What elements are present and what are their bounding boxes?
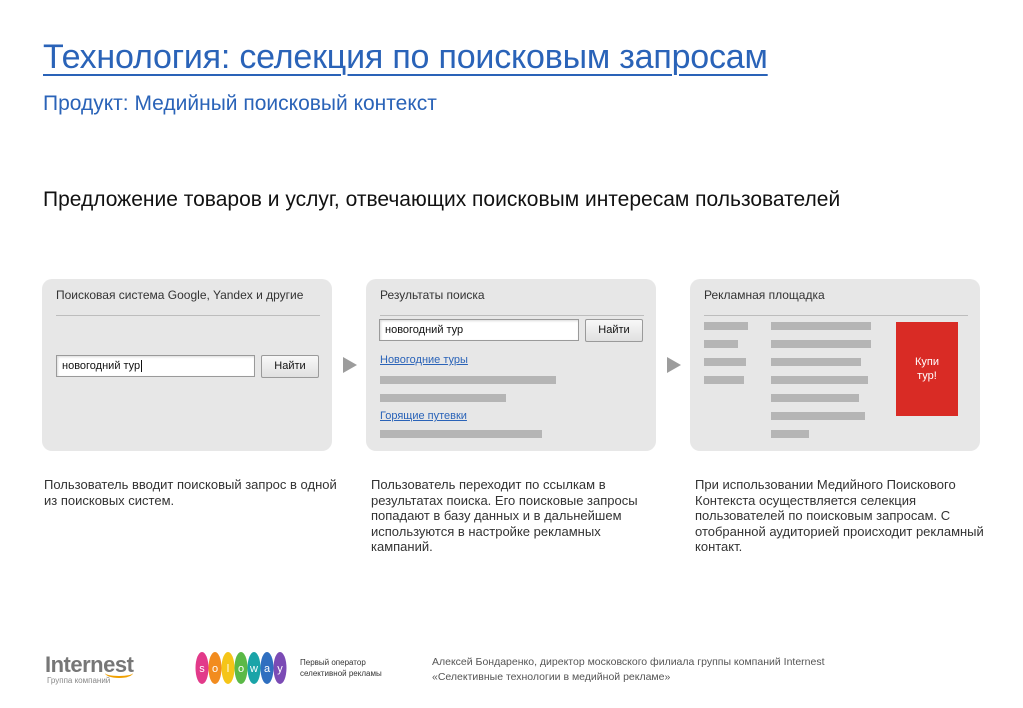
content-placeholder-bar: [771, 322, 871, 330]
soloway-logo: [195, 649, 287, 687]
search-button[interactable]: Найти: [585, 319, 643, 342]
text-caret: [141, 360, 142, 372]
content-placeholder-bar: [704, 358, 746, 366]
content-placeholder-bar: [771, 412, 865, 420]
logo-letter: a: [263, 663, 271, 675]
step-description: Пользователь переходит по ссылкам в результатах поиска. Его поисковые запросы попадают в базу данных и в дальнейшем используются в настройке рекламных кампаний.: [371, 477, 638, 554]
content-placeholder-bar: [704, 322, 748, 330]
step-description: Пользователь вводит поисковый запрос в одной из поисковых систем.: [44, 477, 337, 508]
content-placeholder-bar: [771, 376, 868, 384]
author-line: Алексей Бондаренко, директор московского филиала группы компаний Internest: [432, 656, 825, 668]
result-placeholder-bar: [380, 430, 542, 438]
internest-logo-subtitle: Группа компаний: [47, 676, 111, 685]
content-placeholder-bar: [704, 340, 738, 348]
panel-search-results: [366, 279, 656, 451]
panel-ad-platform: [690, 279, 980, 451]
result-link[interactable]: Новогодние туры: [380, 354, 468, 366]
content-placeholder-bar: [771, 340, 871, 348]
step-description: При использовании Медийного Поискового Контекста осуществляется селекция пользователей по поисковым запросам. С отобранной аудиторией происходит рекламный контакт.: [695, 477, 984, 554]
lead-text: Предложение товаров и услуг, отвечающих поисковым интересам пользователей: [43, 188, 841, 211]
result-link[interactable]: Горящие путевки: [380, 410, 467, 422]
author-caption: [432, 655, 825, 685]
logo-letter: y: [277, 663, 283, 675]
search-input[interactable]: новогодний тур: [379, 319, 579, 341]
panel-title: Рекламная площадка: [704, 288, 968, 316]
panel-search-engine: [42, 279, 332, 451]
logo-letter: l: [226, 663, 230, 675]
page-subtitle: Продукт: Медийный поисковый контекст: [43, 92, 437, 115]
page-title: Технология: селекция по поисковым запросам: [43, 38, 768, 76]
ad-text: Купи тур!: [914, 356, 939, 382]
logo-letter: o: [211, 663, 219, 675]
search-button[interactable]: Найти: [261, 355, 319, 378]
arrow-right-icon: [343, 357, 357, 373]
logo-letter: w: [250, 663, 258, 675]
panel-title: Результаты поиска: [380, 288, 644, 316]
result-placeholder-bar: [380, 376, 556, 384]
content-placeholder-bar: [771, 358, 861, 366]
logo-letter: o: [237, 663, 245, 675]
result-placeholder-bar: [380, 394, 506, 402]
presentation-title: «Селективные технологии в медийной рекламе»: [432, 671, 671, 683]
panel-title: Поисковая система Google, Yandex и другие: [56, 288, 320, 316]
search-input-value: новогодний тур: [62, 360, 141, 372]
soloway-tagline: Первый оператор селективной рекламы: [300, 658, 382, 678]
content-placeholder-bar: [771, 394, 859, 402]
content-placeholder-bar: [771, 430, 809, 438]
search-input[interactable]: [56, 355, 255, 377]
arrow-right-icon: [667, 357, 681, 373]
internest-logo: Internest: [45, 652, 134, 677]
content-placeholder-bar: [704, 376, 744, 384]
logo-letter: s: [199, 663, 205, 675]
ad-banner[interactable]: [896, 322, 958, 416]
